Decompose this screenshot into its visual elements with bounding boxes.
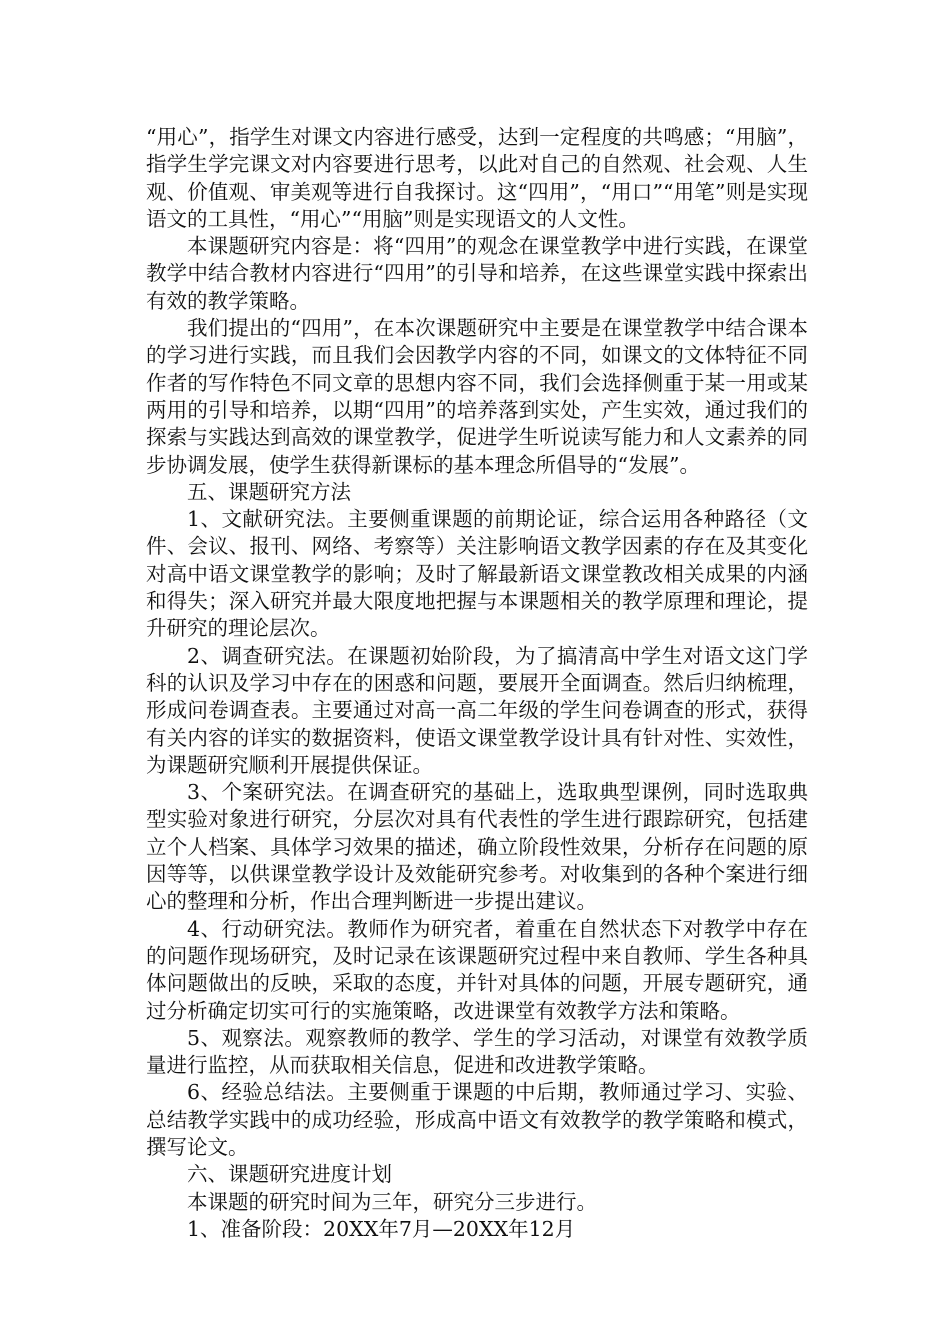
- paragraph-action-research: 4、行动研究法。教师作为研究者，着重在自然状态下对教学中存在的问题作现场研究，及时记录在该课题研究过程中来自教师、学生各种具体问题做出的反映，采取的态度，并针对具体的问题，开展专题研究，通过分析确定切实可行的实施策略，改进课堂有效教学方法和策略。: [146, 916, 808, 1023]
- section-heading-progress-plan: 六、课题研究进度计划: [187, 1162, 392, 1187]
- paragraph-experience-summary: 6、经验总结法。主要侧重于课题的中后期，教师通过学习、实验、总结教学实践中的成功经验，形成高中语文有效教学的教学策略和模式，撰写论文。: [146, 1080, 808, 1159]
- paragraph-four-uses-practice: 我们提出的“四用”，在本次课题研究中主要是在课堂教学中结合课本的学习进行实践，而且我们会因教学内容的不同，如课文的文体特征不同作者的写作特色不同文章的思想内容不同，我们会选择侧重于某一用或某两用的引导和培养，以期“四用”的培养落到实处，产生实效，通过我们的探索与实践达到高效的课堂教学，促进学生听说读写能力和人文素养的同步协调发展，使学生获得新课标的基本理念所倡导的“发展”。: [146, 316, 808, 477]
- paragraph-research-duration: 本课题的研究时间为三年，研究分三步进行。: [187, 1189, 597, 1214]
- section-heading-research-methods: 五、课题研究方法: [187, 479, 351, 504]
- paragraph-research-content: 本课题研究内容是：将“四用”的观念在课堂教学中进行实践，在课堂教学中结合教材内容进行“四用”的引导和培养，在这些课堂实践中探索出有效的教学策略。: [146, 234, 808, 313]
- document-body: [146, 124, 808, 1243]
- paragraph-preparation-stage: 1、准备阶段：20XX年7月—20XX年12月: [187, 1216, 576, 1241]
- paragraph-case-study: 3、个案研究法。在调查研究的基础上，选取典型课例，同时选取典型实验对象进行研究，分层次对具有代表性的学生进行跟踪研究，包括建立个人档案、具体学习效果的描述，确立阶段性效果，分析存在问题的原因等等，以供课堂教学设计及效能研究参考。对收集到的各种个案进行细心的整理和分析，作出合理判断进一步提出建议。: [146, 780, 808, 914]
- paragraph-literature-research: 1、文献研究法。主要侧重课题的前期论证，综合运用各种路径（文件、会议、报刊、网络、考察等）关注影响语文教学因素的存在及其变化对高中语文课堂教学的影响；及时了解最新语文课堂教改相关成果的内涵和得失；深入研究并最大限度地把握与本课题相关的教学原理和理论，提升研究的理论层次。: [146, 507, 808, 641]
- paragraph-observation-method: 5、观察法。观察教师的教学、学生的学习活动，对课堂有效教学质量进行监控，从而获取相关信息，促进和改进教学策略。: [146, 1025, 808, 1078]
- paragraph-survey-research: 2、调查研究法。在课题初始阶段，为了搞清高中学生对语文这门学科的认识及学习中存在的困惑和问题，要展开全面调查。然后归纳梳理，形成问卷调查表。主要通过对高一高二年级的学生问卷调查的形式，获得有关内容的详实的数据资料，使语文课堂教学设计具有针对性、实效性，为课题研究顺利开展提供保证。: [146, 643, 808, 777]
- paragraph-four-uses-definition: “用心”，指学生对课文内容进行感受，达到一定程度的共鸣感；“用脑”，指学生学完课文对内容要进行思考，以此对自己的自然观、社会观、人生观、价值观、审美观等进行自我探讨。这“四用”，“用口”“用笔”则是实现语文的工具性，“用心”“用脑”则是实现语文的人文性。: [146, 125, 808, 231]
